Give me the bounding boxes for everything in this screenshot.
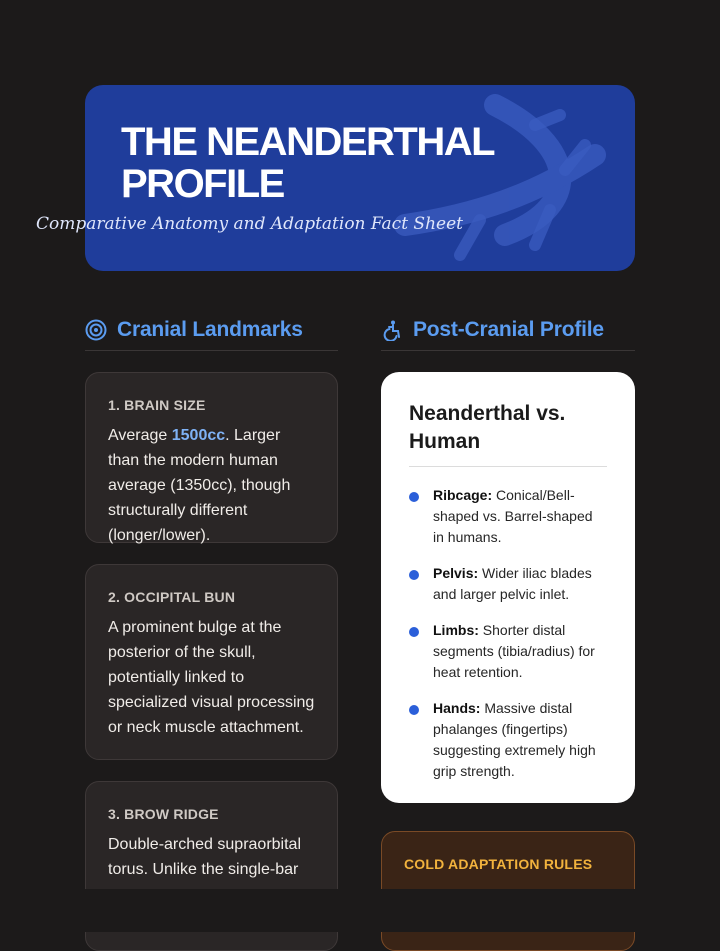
bullet-icon xyxy=(409,570,419,580)
item-term: Pelvis: xyxy=(433,565,479,581)
item-desc: Massive distal phalanges (fingertips) suggesting extremely high grip strength. xyxy=(433,700,596,779)
item-term: Hands: xyxy=(433,700,481,716)
brain-size-value: 1500cc xyxy=(171,427,226,444)
item-desc: Shorter distal segments (tibia/radius) for heat retention. xyxy=(433,622,595,680)
card-occipital-bun xyxy=(85,564,338,760)
card-label: 3. BROW RIDGE xyxy=(108,806,219,822)
card-brain-size xyxy=(85,372,338,543)
item-desc: Conical/Bell-shaped vs. Barrel-shaped in humans. xyxy=(433,487,593,545)
bullet-icon xyxy=(409,492,419,502)
card-text-part: . Larger than the modern human average (1350cc), though structurally different (longer/lower). xyxy=(108,427,291,544)
list-item xyxy=(409,620,607,683)
page-bottom-mask xyxy=(0,889,720,932)
section-title: Cranial Landmarks xyxy=(117,318,303,341)
card-label: 1. BRAIN SIZE xyxy=(108,397,206,413)
section-title: Post-Cranial Profile xyxy=(413,318,604,341)
item-term: Limbs: xyxy=(433,622,479,638)
card-text-part: Average xyxy=(108,427,172,444)
section-header-cranial xyxy=(85,310,338,351)
list-item xyxy=(409,698,607,782)
bullet-icon xyxy=(409,627,419,637)
comparison-title: Neanderthal vs. Human xyxy=(409,400,607,467)
header-banner xyxy=(85,85,635,271)
list-item xyxy=(409,563,607,605)
card-text: A prominent bulge at the posterior of the skull, potentially linked to specialized visual processing or neck muscle attachment. xyxy=(108,619,315,736)
item-desc: Wider iliac blades and larger pelvic inlet. xyxy=(433,565,592,602)
section-header-postcranial xyxy=(381,310,635,351)
item-term: Ribcage: xyxy=(433,487,493,503)
page-title: THE NEANDERTHAL PROFILE xyxy=(121,120,494,206)
bullet-icon xyxy=(409,705,419,715)
card-text xyxy=(108,423,315,548)
comparison-list xyxy=(409,485,607,782)
page-subtitle: Comparative Anatomy and Adaptation Fact Sheet xyxy=(36,214,463,234)
card-label: 2. OCCIPITAL BUN xyxy=(108,589,236,605)
card-text: Double-arched supraorbital torus. Unlike the single-bar xyxy=(108,836,301,878)
accessibility-icon xyxy=(381,319,403,341)
target-icon xyxy=(85,319,107,341)
list-item xyxy=(409,485,607,548)
card-label: COLD ADAPTATION RULES xyxy=(404,856,593,872)
comparison-card xyxy=(381,372,635,803)
